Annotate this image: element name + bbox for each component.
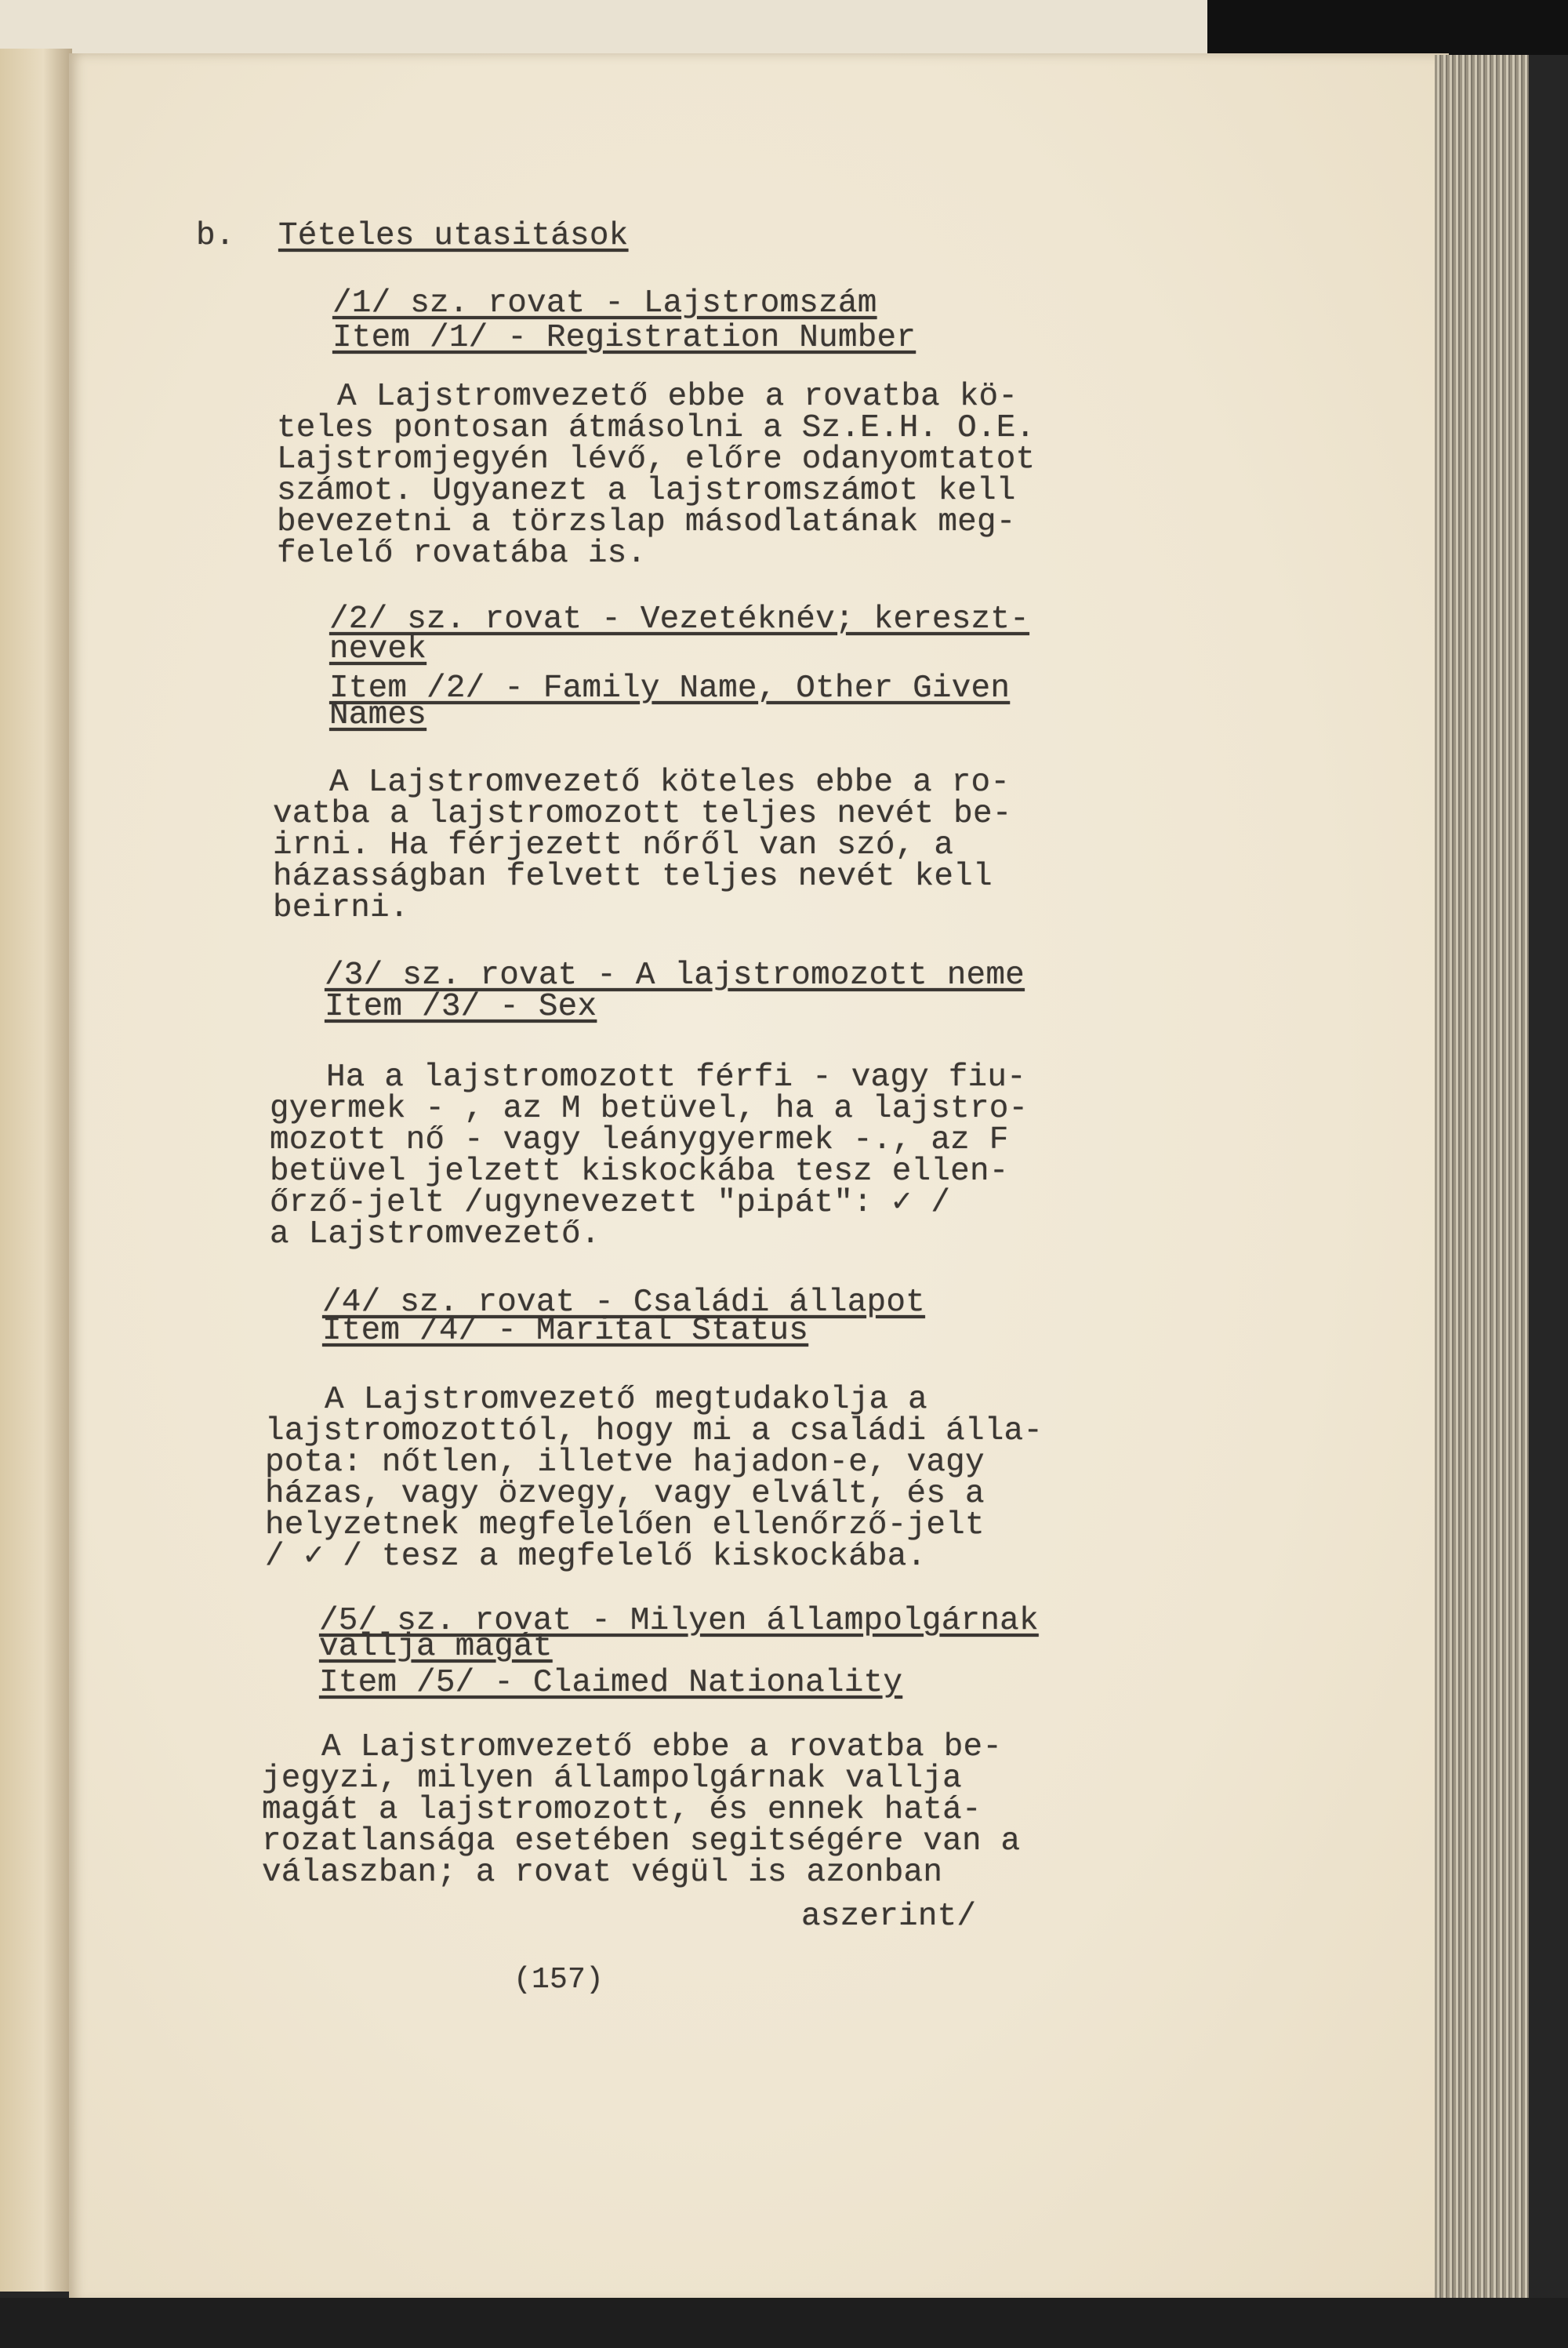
section-title: Tételes utasitások: [278, 218, 629, 254]
item-1-para-line: bevezetni a törzslap másodlatának meg-: [277, 504, 1016, 540]
item-5-heading-hu: /5/ sz. rovat - Milyen állampolgárnak: [319, 1603, 1039, 1639]
item-1-para-line: Lajstromjegyén lévő, előre odanyomtatot: [277, 442, 1036, 478]
item-1-para-line: számot. Ugyanezt a lajstromszámot kell: [277, 473, 1016, 509]
item-4-heading-en: Item /4/ - Marital Status: [322, 1313, 809, 1349]
section-marker: b.: [196, 218, 235, 254]
item-1-para-line: felelő rovatába is.: [277, 536, 647, 572]
item-5-heading-hu-cont: vallja magát: [319, 1629, 553, 1665]
item-1-heading-en: Item /1/ - Registration Number: [332, 320, 916, 356]
scan-top-border: [0, 0, 1568, 55]
item-2-para-line: A Lajstromvezető köteles ebbe a ro-: [329, 765, 1011, 801]
item-2-para-line: beirni.: [273, 890, 409, 926]
continuation-word: aszerint/: [801, 1899, 977, 1935]
item-5-para-line: rozatlansága esetében segitségére van a: [262, 1823, 1021, 1859]
item-3-para-line: gyermek - , az M betüvel, ha a lajstro-: [270, 1091, 1029, 1127]
item-3-heading-en: Item /3/ - Sex: [325, 989, 597, 1025]
item-4-para-line: A Lajstromvezető megtudakolja a: [325, 1382, 927, 1418]
item-3-para-line: a Lajstromvezető.: [270, 1216, 601, 1252]
item-2-para-line: vatba a lajstromozott teljes nevét be-: [273, 796, 1012, 832]
item-2-heading-en-cont: Names: [329, 697, 427, 733]
item-3-para-line: betüvel jelzett kiskockába tesz ellen-: [270, 1154, 1009, 1190]
item-2-heading-hu: /2/ sz. rovat - Vezetéknév; kereszt-: [329, 602, 1029, 638]
facing-page-top: [0, 0, 1207, 55]
previous-page-edge: [0, 49, 72, 2292]
item-5-para-line: jegyzi, milyen állampolgárnak vallja: [262, 1761, 962, 1797]
item-2-heading-en: Item /2/ - Family Name, Other Given: [329, 671, 1011, 707]
item-5-para-line: válaszban; a rovat végül is azonban: [262, 1855, 943, 1891]
item-5-heading-en: Item /5/ - Claimed Nationality: [319, 1665, 903, 1701]
item-3-para-line: Ha a lajstromozott férfi - vagy fiu-: [326, 1060, 1026, 1096]
item-5-para-line: A Lajstromvezető ebbe a rovatba be-: [321, 1729, 1003, 1765]
item-4-para-line: pota: nőtlen, illetve hajadon-e, vagy: [265, 1445, 985, 1481]
item-4-para-line: lajstromozottól, hogy mi a családi álla-: [265, 1413, 1044, 1449]
item-4-para-line: / ✓ / tesz a megfelelő kiskockába.: [265, 1539, 927, 1575]
item-1-para-line: teles pontosan átmásolni a Sz.E.H. O.E.: [277, 410, 1036, 446]
item-3-heading-hu: /3/ sz. rovat - A lajstromozott neme: [325, 958, 1025, 994]
item-3-para-line: mozott nő - vagy leánygyermek -., az F: [270, 1122, 1009, 1158]
item-5-para-line: magát a lajstromozott, és ennek hatá-: [262, 1792, 982, 1828]
page-number: (157): [514, 1963, 604, 1997]
item-4-heading-hu: /4/ sz. rovat - Családi állapot: [322, 1285, 925, 1321]
item-2-heading-hu-cont: nevek: [329, 631, 427, 667]
item-2-para-line: házasságban felvett teljes nevét kell: [273, 859, 993, 895]
scan-bottom-border: [0, 2298, 1568, 2348]
item-1-heading-hu: /1/ sz. rovat - Lajstromszám: [332, 285, 877, 322]
item-4-para-line: helyzetnek megfelelően ellenőrző-jelt: [265, 1507, 985, 1543]
item-1-para-line: A Lajstromvezető ebbe a rovatba kö-: [337, 379, 1018, 415]
page-stack-edge: [1435, 55, 1529, 2298]
item-2-para-line: irni. Ha férjezett nőről van szó, a: [273, 827, 954, 863]
item-4-para-line: házas, vagy özvegy, vagy elvált, és a: [265, 1476, 985, 1512]
item-3-para-line: őrző-jelt /ugynevezett "pipát": ✓ /: [270, 1185, 951, 1221]
